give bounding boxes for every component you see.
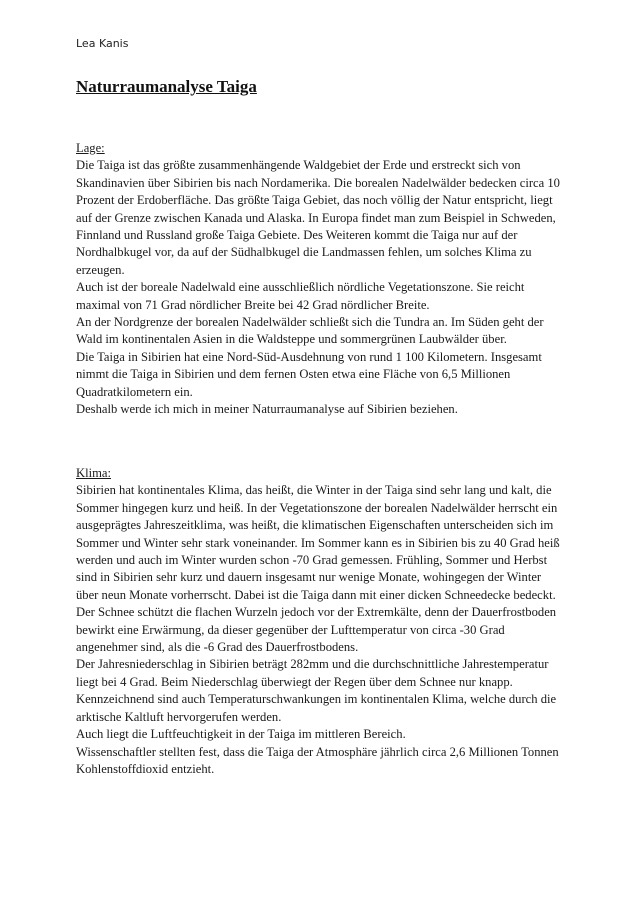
paragraph: Sibirien hat kontinentales Klima, das heißt, die Winter in der Taiga sind sehr lang und kalt, die Sommer hingegen kurz und heiß. In der Vegetationszone der borealen Nadelwälder herrscht ein ausgeprägtes Jahreszeitklima, was heißt, die klimatischen Eigenschaften unterscheiden sich im Sommer und Winter sehr stark voneinander. Im Sommer kann es in Sibirien bis zu 40 Grad heiß werden und auch im Winter wurden schon -70 Grad gemessen. Frühling, Sommer und Herbst sind in Sibirien sehr kurz und dauern insgesamt nur wenige Monate, wohingegen der Winter über neun Monate vorherrscht. Dabei ist die Taiga dann mit einer dicken Schneedecke bedeckt. <box>76 483 560 602</box>
section-heading-lage: Lage: <box>76 141 105 155</box>
paragraph: Die Taiga in Sibirien hat eine Nord-Süd-Ausdehnung von rund 1 100 Kilometern. Insgesamt nimmt die Taiga in Sibirien und dem fernen Osten etwa eine Fläche von 6,5 Millionen Quadratkilometern ein. <box>76 349 542 399</box>
section-heading-klima: Klima: <box>76 466 111 480</box>
paragraph: An der Nordgrenze der borealen Nadelwälder schließt sich die Tundra an. Im Süden geht der Wald im kontinentalen Asien in die Waldsteppe und sommergrünen Laubwälder über. <box>76 315 544 347</box>
paragraph: Der Schnee schützt die flachen Wurzeln jedoch vor der Extremkälte, denn der Dauerfrostboden bewirkt eine Erwärmung, da dieser gegenüber der Lufttemperatur von circa -30 Grad angenehmer sind, als die -6 Grad des Dauerfrostbodens. <box>76 605 557 655</box>
paragraph: Die Taiga ist das größte zusammenhängende Waldgebiet der Erde und erstreckt sich von Skandinavien über Sibirien bis nach Nordamerika. Die borealen Nadelwälder bedecken circa 10 Prozent der Erdoberfläche. Das größte Taiga Gebiet, das noch völlig der Natur entspricht, liegt auf der Grenze zwischen Kanada und Alaska. In Europa findet man zum Beispiel in Schweden, Finnland und Russland große Taiga Gebiete. Des Weiteren kommt die Taiga nur auf der Nordhalbkugel vor, da auf der Südhalbkugel die Landmassen fehlen, um solches Klima zu erzeugen. <box>76 158 560 277</box>
paragraph: Auch ist der boreale Nadelwald eine ausschließlich nördliche Vegetationszone. Sie reicht maximal von 71 Grad nördlicher Breite bei 42 Grad nördlicher Breite. <box>76 280 525 312</box>
paragraph: Kennzeichnend sind auch Temperaturschwankungen im kontinentalen Klima, welche durch die arktische Kaltluft hervorgerufen werden. <box>76 692 557 724</box>
document-title: Naturraumanalyse Taiga <box>76 77 257 96</box>
section-klima <box>76 465 566 778</box>
paragraph: Der Jahresniederschlag in Sibirien beträgt 282mm und die durchschnittliche Jahrestemperatur liegt bei 4 Grad. Beim Niederschlag überwiegt der Regen über dem Schnee nur knapp. <box>76 657 549 689</box>
author-name: Lea Kanis <box>76 37 129 50</box>
paragraph: Deshalb werde ich mich in meiner Naturraumanalyse auf Sibirien beziehen. <box>76 402 458 417</box>
paragraph: Wissenschaftler stellten fest, dass die Taiga der Atmosphäre jährlich circa 2,6 Millionen Tonnen Kohlenstoffdioxid entzieht. <box>76 744 559 776</box>
section-lage <box>76 140 566 419</box>
paragraph: Auch liegt die Luftfeuchtigkeit in der Taiga im mittleren Bereich. <box>76 727 406 742</box>
